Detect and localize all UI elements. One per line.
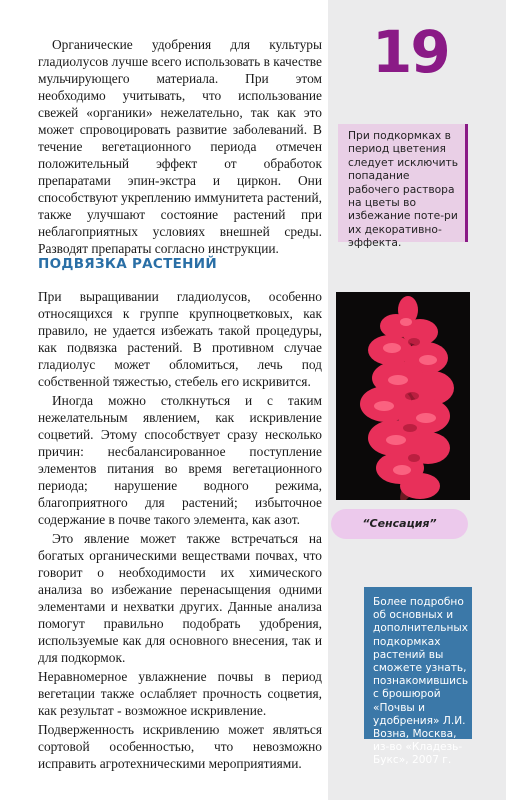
body-paragraph: Иногда можно столкнуться и с таким нежелательным явлением, как искривление соцветий. Этому способствует сразу несколько причин: несбалансированное поступление элементов питания во время вегетационного периода; нарушение водного режима, благоприятного для растений; избыточное содержание в почве такого элемента, как азот. [38, 393, 322, 527]
photo-caption: “Сенсация” [331, 509, 468, 539]
body-paragraph: Неравномерное увлажнение почвы в период вегетации также ослабляет прочность соцветия, как результат - возможное искривление. [38, 669, 322, 718]
info-text: Более подробно об основных и дополнительных подкормках растений вы сможете узнать, познакомившись с брошюрой «Почвы и удобрения» Л.И. Возна, Москва, из-во «Кладезь-Букс», 2007 г. [373, 596, 469, 767]
note-text: При подкормках в период цветения следует исключить попадание рабочего раствора на цветы во избежание поте-ри их декоративно-эффекта. [348, 129, 459, 250]
intro-paragraph: Органические удобрения для культуры гладиолусов лучше всего использовать в качестве мульчирующего материала. При этом необходимо учитывать, что использование свежей «органики» нежелательно, так как это может спровоцировать развитие заболеваний. В течение вегетационного периода отмечен положительный эффект от обработок препаратами эпин-экстра и циркон. Они способствуют укреплению иммунитета растений, также улучшают состояние растений при неблагоприятных условиях внешней среды. Разводят препараты согласно инструкции. [38, 37, 322, 256]
info-box [364, 587, 472, 767]
body-text [38, 288, 322, 772]
body-paragraph: При выращивании гладиолусов, особенно относящихся к группе крупноцветковых, как правило, не удается избежать такой процедуры, как подвязка растений. В противном случае гладиолус может обломиться, лечь под собственной тяжестью, стебель его искривится. [38, 289, 322, 389]
body-paragraph: Подверженность искривлению может являться сортовой особенностью, что невозможно исправить агротехническими мероприятиями. [38, 722, 322, 771]
body-paragraph: Это явление может также встречаться на богатых органическими веществами почвах, что говорит о необходимости их химического анализа во избежание перенасыщения одними элементами и нехватки других. Данные анализа помогут правильно подобрать удобрения, используемые как для основного внесения, так и для подкормок. [38, 531, 322, 665]
note-box [338, 124, 468, 250]
flower-image [336, 292, 470, 500]
gladiolus-photo [336, 292, 470, 500]
section-heading: ПОДВЯЗКА РАСТЕНИЙ [38, 256, 217, 272]
page-number: 19 [372, 18, 449, 86]
intro-text [38, 36, 322, 257]
